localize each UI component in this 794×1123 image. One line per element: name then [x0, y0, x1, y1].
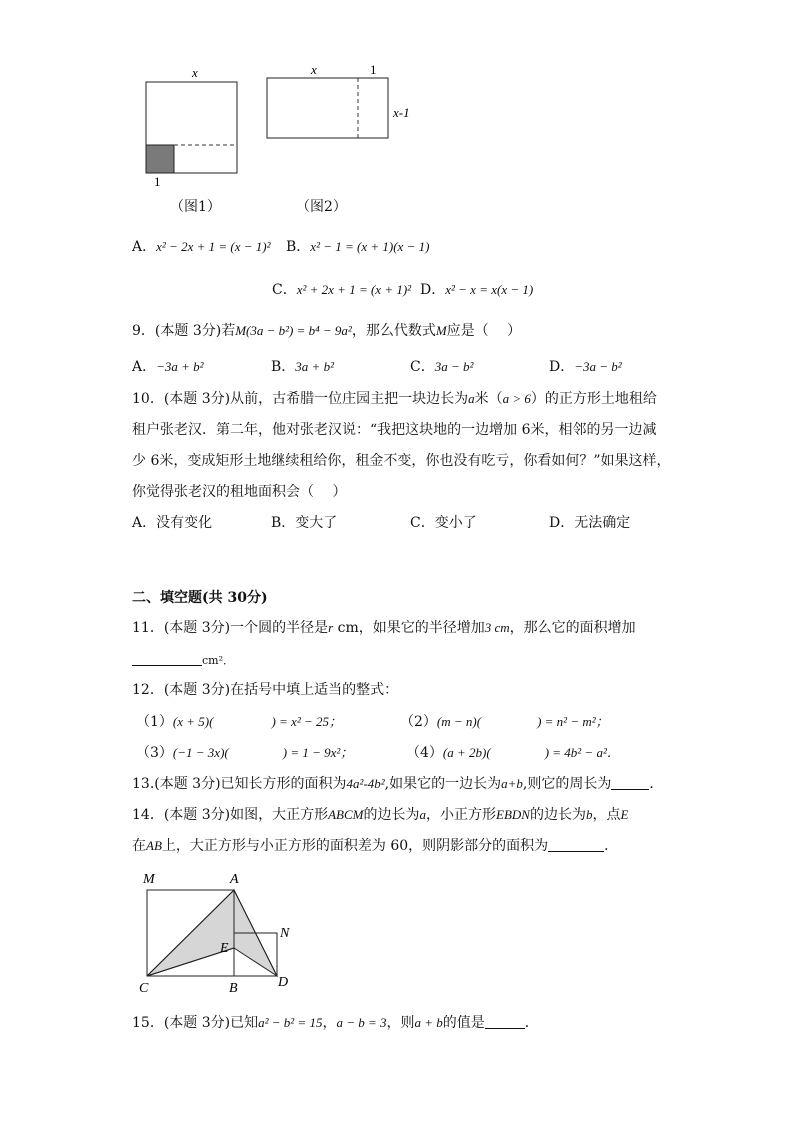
- q11-line-2: [132, 650, 234, 671]
- q12-part-1-left: (x + 5)(: [172, 714, 214, 729]
- q14-label-m: M: [143, 872, 155, 887]
- q15-target-expr: a + b: [414, 1015, 443, 1030]
- q12-part-4-right: ) = 4b² − a²．: [544, 745, 620, 760]
- q14-text-b: 的边长为: [363, 807, 420, 823]
- fig2-top-label-x: x: [311, 62, 317, 77]
- q13-text-c: ,则它的周长为: [522, 776, 612, 792]
- q11-line-1: [132, 618, 636, 638]
- q13-line: [132, 774, 663, 794]
- q9-option-b-expr: 3a + b²: [295, 359, 334, 374]
- q12-part-3: [136, 743, 353, 763]
- q13-text-a: 13.(本题 3分)已知长方形的面积为: [132, 776, 347, 792]
- q9-expression: M(3a − b²) = b⁴ − 9a²: [235, 323, 352, 338]
- q9-option-a-expr: −3a + b²: [156, 359, 204, 374]
- q14-label-e: E: [220, 941, 229, 956]
- q14-label-b: B: [229, 981, 238, 996]
- q14-point-e: E: [620, 807, 629, 822]
- q10-var-a: a: [468, 391, 475, 406]
- q13-answer-blank[interactable]: [611, 775, 649, 790]
- q12-part-3-left: (−1 − 3x)(: [172, 745, 229, 760]
- q14-text-g: 上，大正方形与小正方形的面积差为 60，则阴影部分的面积为: [161, 838, 549, 854]
- q8-option-b-prefix: B．: [286, 239, 311, 255]
- q15-text-a: 15．(本题 3分)已知: [132, 1015, 259, 1031]
- fig1-caption: （图1）: [170, 199, 221, 215]
- figure-1: [140, 62, 250, 192]
- q10-line-1-a: 10．(本题 3分)从前，古希腊一位庄园主把一块边长为: [132, 391, 469, 407]
- q8-option-a: [132, 237, 270, 257]
- q9-option-d: [549, 357, 622, 377]
- fig2-caption: （图2）: [296, 199, 347, 215]
- q14-label-a: A: [230, 872, 239, 887]
- q15-text-b: ，则: [386, 1015, 415, 1031]
- q8-option-a-expr: x² − 2x + 1 = (x − 1)²: [156, 239, 271, 254]
- q10-line-1: [132, 389, 657, 409]
- q14-text-d: 的边长为: [529, 807, 586, 823]
- q9-stem: [132, 321, 521, 341]
- q12-part-4-left: (a + 2b)(: [442, 745, 491, 760]
- q10-line-1-c: ）的正方形土地租给: [530, 391, 657, 407]
- q11-increase: 3 cm: [484, 620, 510, 635]
- q13-end: ．: [649, 776, 664, 792]
- q12-part-2-left: (m − n)(: [436, 714, 482, 729]
- q9-option-d-prefix: D．: [549, 359, 575, 375]
- q8-option-d: [420, 280, 533, 300]
- q15-equation-1: a² − b² = 15: [258, 1015, 323, 1030]
- q12-part-4-label: （4）: [406, 745, 443, 761]
- q11-radius-var: r: [328, 620, 334, 635]
- q14-text-c: ，小正方形: [426, 807, 496, 823]
- q9-stem-b: ，那么代数式: [351, 323, 436, 339]
- q13-side: a+b: [501, 776, 523, 791]
- q12-part-3-right: ) = 1 − 9x²；: [282, 745, 354, 760]
- q12-stem: 12．(本题 3分)在括号中填上适当的整式：: [132, 682, 399, 698]
- q15-equation-2: a − b = 3: [336, 1015, 387, 1030]
- q14-end: ．: [604, 838, 619, 854]
- q12-part-4: [406, 743, 620, 763]
- q14-line-1: [132, 805, 628, 825]
- q14-answer-blank[interactable]: [548, 837, 604, 852]
- q14-label-d: D: [278, 975, 289, 990]
- q9-option-a-prefix: A．: [132, 359, 157, 375]
- q10-option-b: B．变大了: [271, 515, 338, 531]
- q14-figure: [134, 866, 304, 998]
- q11-text-c: ，那么它的面积增加: [509, 620, 636, 636]
- q14-label-c: C: [139, 981, 149, 996]
- q14-segment-ab: AB: [146, 838, 162, 853]
- q9-option-c-prefix: C．: [410, 359, 435, 375]
- q14-var-b: b: [585, 807, 593, 822]
- q8-option-d-expr: x² − x = x(x − 1): [445, 282, 534, 297]
- q9-option-d-expr: −3a − b²: [574, 359, 622, 374]
- q12-part-3-label: （3）: [136, 745, 173, 761]
- fig1-bottom-label: 1: [154, 174, 161, 189]
- q10-option-a: A．没有变化: [132, 515, 213, 531]
- q9-option-c-expr: 3a − b²: [434, 359, 474, 374]
- section-heading: 二、填空题(共 30分): [132, 590, 268, 606]
- q11-unit: cm²．: [202, 654, 235, 667]
- fig2-top-label-1: 1: [370, 62, 377, 77]
- q8-option-a-prefix: A．: [132, 239, 157, 255]
- q9-variable: M: [435, 323, 447, 338]
- q12-part-1: [136, 712, 342, 732]
- q15-end: ．: [524, 1015, 539, 1031]
- q10-line-4: 你觉得张老汉的租地面积会（ ）: [132, 484, 347, 500]
- q8-option-b: [286, 237, 429, 257]
- q14-text-a: 14．(本题 3分)如图，大正方形: [132, 807, 329, 823]
- q12-part-1-label: （1）: [136, 714, 173, 730]
- fig1-top-label: x: [192, 65, 198, 80]
- q14-big-square: ABCM: [328, 807, 364, 822]
- q9-stem-c: 应是（ ）: [446, 323, 522, 339]
- q10-option-d: D．无法确定: [549, 515, 631, 531]
- q14-line-2: [132, 836, 618, 856]
- q10-line-3: 少 6米，变成矩形土地继续租给你，租金不变，你也没有吃亏，你看如何？”如果这样，: [132, 453, 671, 469]
- q12-part-1-right: ) = x² − 25；: [271, 714, 342, 729]
- q9-number: 9．(本题 3分): [132, 323, 222, 339]
- q15-line: [132, 1013, 539, 1033]
- q9-option-c: [410, 357, 473, 377]
- q8-option-c: [272, 280, 411, 300]
- figure-2: [262, 62, 422, 152]
- q15-answer-blank[interactable]: [485, 1014, 525, 1029]
- fig2-rectangle: [267, 78, 388, 138]
- q8-option-d-prefix: D．: [420, 282, 446, 298]
- q15-separator: ，: [322, 1015, 337, 1031]
- q14-label-n: N: [280, 926, 290, 941]
- q11-text-b: cm，如果它的半径增加: [333, 620, 485, 636]
- q9-option-b-prefix: B．: [271, 359, 296, 375]
- fig1-shaded-square: [146, 145, 174, 173]
- q11-text-a: 11．(本题 3分)一个圆的半径是: [132, 620, 329, 636]
- q13-area: 4a²-4b²: [346, 776, 385, 791]
- q10-line-2: 租户张老汉．第二年，他对张老汉说：“我把这块地的一边增加 6米，相邻的另一边减: [132, 422, 657, 438]
- q9-option-a: [132, 357, 204, 377]
- q12-part-2-right: ) = n² − m²；: [537, 714, 609, 729]
- fig2-side-label: x-1: [393, 105, 410, 120]
- q11-answer-blank[interactable]: [132, 651, 202, 666]
- q14-text-e: ，点: [592, 807, 621, 823]
- q8-option-c-prefix: C．: [272, 282, 297, 298]
- q10-option-c: C．变小了: [410, 515, 477, 531]
- q14-text-f: 在: [132, 838, 146, 854]
- q14-small-square: EBDN: [496, 807, 530, 822]
- q12-part-2: [400, 712, 609, 732]
- q8-option-b-expr: x² − 1 = (x + 1)(x − 1): [310, 239, 430, 254]
- q10-condition: a > 6: [502, 391, 531, 406]
- q9-stem-a: 若: [221, 323, 236, 339]
- q9-option-b: [271, 357, 334, 377]
- q8-option-c-expr: x² + 2x + 1 = (x + 1)²: [296, 282, 412, 297]
- q15-text-c: 的值是: [442, 1015, 485, 1031]
- q12-part-2-label: （2）: [400, 714, 437, 730]
- q14-var-a: a: [419, 807, 426, 822]
- q10-line-1-b: 米（: [474, 391, 503, 407]
- q13-text-b: ,如果它的一边长为: [384, 776, 502, 792]
